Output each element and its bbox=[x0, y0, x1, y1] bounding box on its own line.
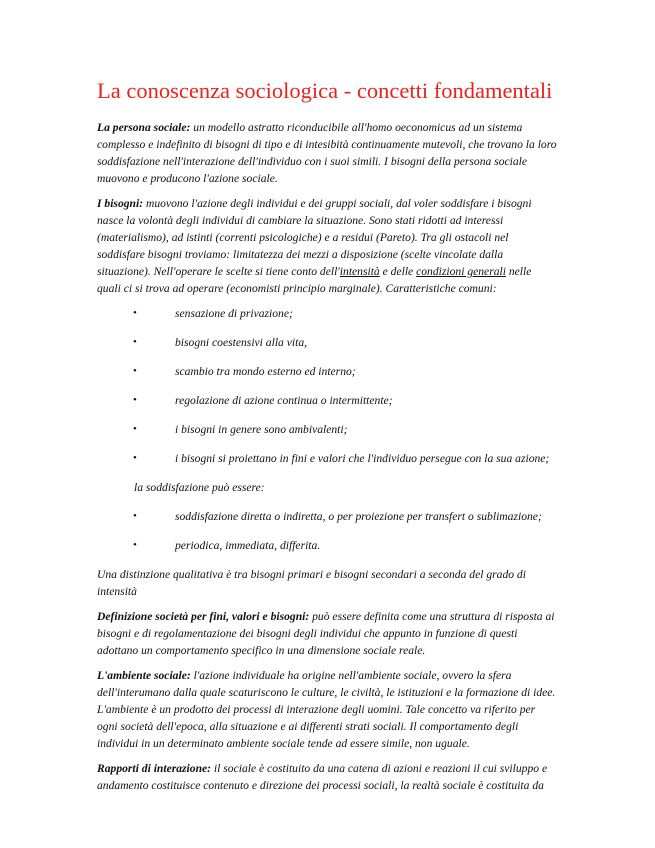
list-item bbox=[97, 450, 557, 467]
paragraph-bisogni bbox=[97, 195, 557, 297]
paragraph-text: nelle quali ci si trova ad operare (economisti principio marginale). Caratteristiche comuni: bbox=[97, 265, 532, 295]
list-item-text: sensazione di privazione; bbox=[175, 307, 293, 320]
paragraph-definizione-societa bbox=[97, 608, 557, 659]
paragraph-text: il sociale è costituito da una catena di azioni e reazioni il cui sviluppo e andamento costituisce contenuto e direzione dei processi sociali, la realtà sociale è costituita da bbox=[97, 762, 548, 792]
paragraph-text: un modello astratto riconducibile all'homo oeconomicus ad un sistema complesso e indefinito di bisogni di tipo e di intesibità continuamente mutevoli, che trovano la loro soddisfazione nell'interazione dell'individuo con i suoi simili. I bisogni della persona sociale muovono e producono l'azione sociale. bbox=[97, 121, 557, 185]
paragraph-text: e delle bbox=[379, 265, 417, 278]
bullet-icon: • bbox=[133, 394, 137, 406]
list-item bbox=[97, 305, 557, 322]
paragraph-text: muovono l'azione degli individui e dei gruppi sociali, dal voler soddisfare i bisogni nasce la volontà degli individui di cambiare la situazione. Sono stati ridotti ad interessi (materialismo), ad istinti (correnti psicologiche) e a residui (Pareto). Tra gli ostacoli nel soddisfare bisogni troviamo: limitatezza dei mezzi a disposizione (scelte vincolate dalla situazione). Nell'operare le scelte si tiene conto dell' bbox=[97, 197, 532, 278]
list-item-text: bisogni coestensivi alla vita, bbox=[175, 336, 308, 349]
paragraph-rapporti-interazione bbox=[97, 760, 557, 794]
term-ambiente-sociale: L'ambiente sociale: bbox=[97, 669, 191, 682]
underlined-condizioni-generali: condizioni generali bbox=[416, 265, 506, 278]
term-persona-sociale: La persona sociale: bbox=[97, 121, 191, 134]
bullet-icon: • bbox=[133, 336, 137, 348]
list-item-text: i bisogni in genere sono ambivalenti; bbox=[175, 423, 348, 436]
paragraph-text: può essere definita come una struttura di risposta ai bisogni e di regolamentazione dei bisogni degli individui che appunto in funzione di questi adottano un comportamento specifico in una dimensione sociale reale. bbox=[97, 610, 555, 657]
bullet-icon: • bbox=[133, 452, 137, 464]
paragraph-distinzione: Una distinzione qualitativa è tra bisogni primari e bisogni secondari a seconda del grado di intensità bbox=[97, 568, 526, 598]
bullet-icon: • bbox=[133, 307, 137, 319]
bullet-icon: • bbox=[133, 510, 137, 522]
list-item-text: regolazione di azione continua o intermittente; bbox=[175, 394, 393, 407]
soddisfazione-heading: la soddisfazione può essere: bbox=[134, 481, 265, 494]
page-title: La conoscenza sociologica - concetti fondamentali bbox=[97, 78, 553, 103]
list-item bbox=[97, 363, 557, 380]
list-item bbox=[97, 392, 557, 409]
list-item bbox=[97, 421, 557, 438]
bullet-list-caratteristiche bbox=[97, 305, 557, 467]
bullet-icon: • bbox=[133, 423, 137, 435]
list-item bbox=[97, 537, 557, 554]
underlined-intensita: intensità bbox=[339, 265, 380, 278]
list-item-text: i bisogni si proiettano in fini e valori che l'individuo persegue con la sua azione; bbox=[175, 452, 550, 465]
list-item-text: soddisfazione diretta o indiretta, o per proiezione per transfert o sublimazione; bbox=[175, 510, 542, 523]
paragraph-text: l'azione individuale ha origine nell'ambiente sociale, ovvero la sfera dell'interumano dalla quale scaturiscono le culture, le civiltà, le istituzioni e la formazione di idee. L'ambiente è un prodotto dei processi di interazione degli uomini. Tale concetto va riferito per ogni società dell'epoca, alla situazione e ai differenti strati sociali. Il comportamento degli individui in un determinato ambiente sociale tende ad essere simile, non uguale. bbox=[97, 669, 556, 750]
list-item bbox=[97, 334, 557, 351]
term-bisogni: I bisogni: bbox=[97, 197, 144, 210]
bullet-icon: • bbox=[133, 539, 137, 551]
paragraph-ambiente-sociale bbox=[97, 667, 557, 752]
list-item bbox=[97, 508, 557, 525]
list-item-text: scambio tra mondo esterno ed interno; bbox=[175, 365, 356, 378]
list-item-text: periodica, immediata, differita. bbox=[175, 539, 321, 552]
term-rapporti-interazione: Rapporti di interazione: bbox=[97, 762, 212, 775]
bullet-icon: • bbox=[133, 365, 137, 377]
paragraph-persona-sociale bbox=[97, 119, 557, 187]
term-definizione-societa: Definizione società per fini, valori e bisogni: bbox=[97, 610, 310, 623]
bullet-list-soddisfazione bbox=[97, 508, 557, 554]
